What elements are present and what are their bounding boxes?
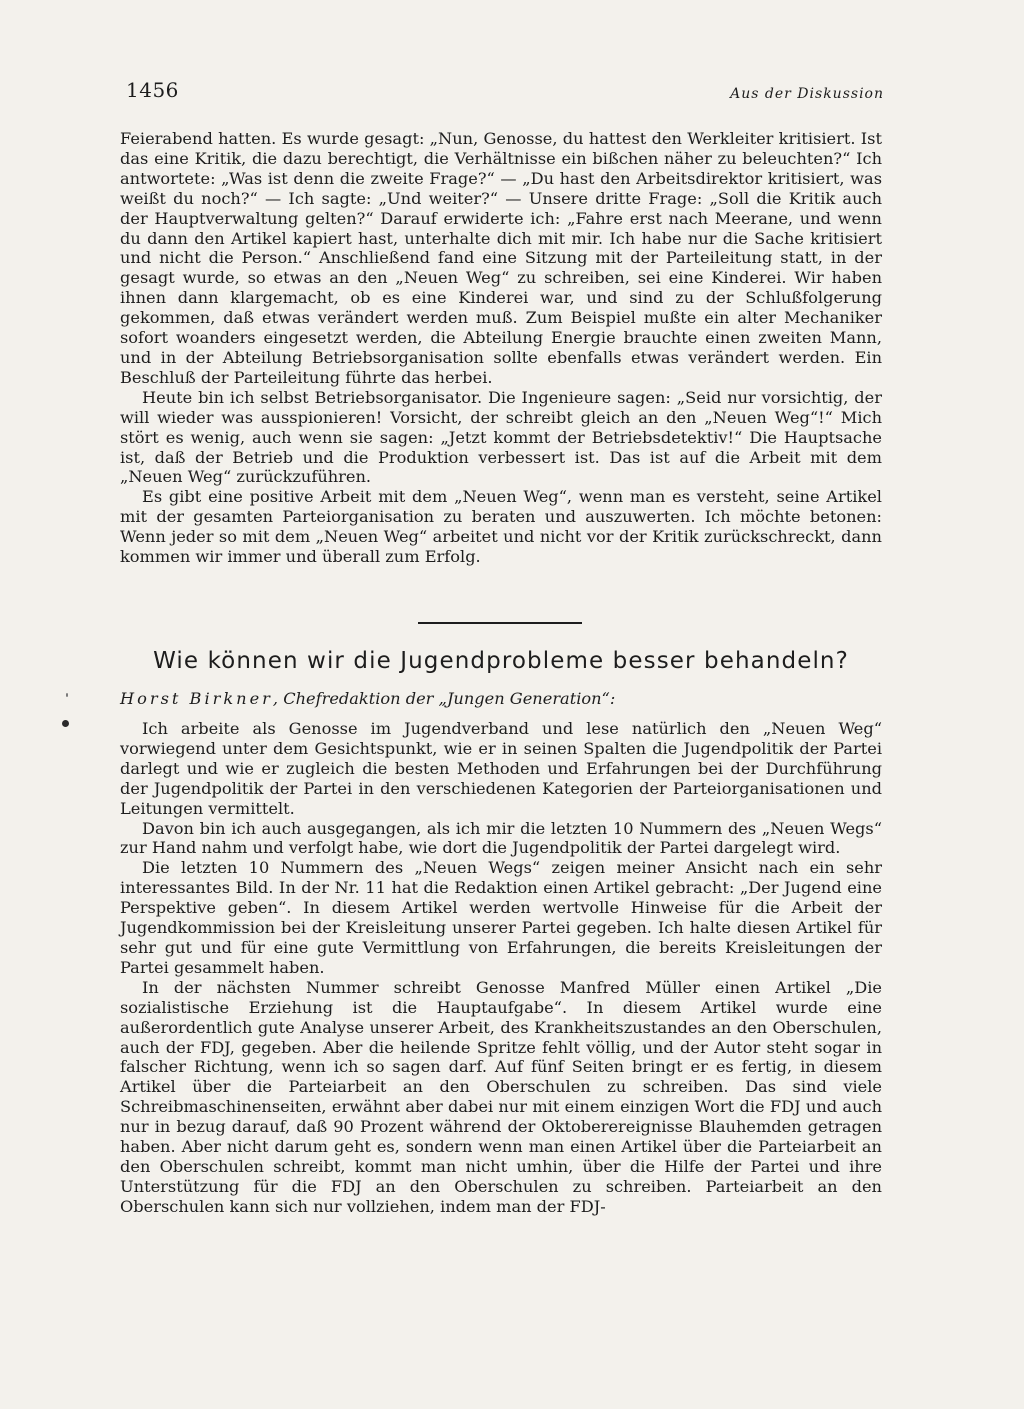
paragraph: Heute bin ich selbst Betriebsorganisator. Die Ingenieure sagen: „Seid nur vorsichtig, der will wieder was ausspionieren! Vorsicht, der schreibt gleich an den „Neuen Weg“!“ Mich stört es wenig, auch wenn sie sagen: „Jetzt kommt der Betriebsdetektiv!“ Die Hauptsache ist, daß der Betrieb und die Produktion verbessert ist. Das ist auf die Arbeit mit dem „Neuen Weg“ zurückzuführen. <box>120 387 882 487</box>
paragraph: Es gibt eine positive Arbeit mit dem „Neuen Weg“, wenn man es versteht, seine Artikel mit der gesamten Parteiorganisation zu beraten und auszuwerten. Ich möchte betonen: Wenn jeder so mit dem „Neuen Weg“ arbeitet und nicht vor der Kritik zurückschreckt, dann kommen wir immer und überall zum Erfolg. <box>120 487 882 567</box>
speaker-role: , Chefredaktion der „Jungen Generation“: <box>272 689 616 708</box>
discussion-text-continued <box>120 129 882 567</box>
speaker-name: Horst Birkner <box>120 689 273 708</box>
page-number: 1456 <box>126 78 179 102</box>
paragraph: Feierabend hatten. Es wurde gesagt: „Nun, Genosse, du hattest den Werkleiter kritisiert. Ist das eine Kritik, die dazu berechtigt, die Verhältnisse ein bißchen näher zu beleuchten?“ Ich antwortete: „Was ist denn die zweite Frage?“ — „Du hast den Arbeitsdirektor kritisiert, was weißt du noch?“ — Ich sagte: „Und weiter?“ — Unsere dritte Frage: „Soll die Kritik auch der Hauptverwaltung gelten?“ Darauf erwiderte ich: „Fahre erst nach Meerane, und wenn du dann den Artikel kapiert hast, unterhalte dich mit mir. Ich habe nur die Sache kritisiert und nicht die Person.“ Anschließend fand eine Sitzung mit der Parteileitung statt, in der gesagt wurde, so etwas an den „Neuen Weg“ zu schreiben, sei eine Kinderei. Wir haben ihnen dann klargemacht, ob es eine Kinderei war, und sind zu der Schlußfolgerung gekommen, daß etwas verändert werden muß. Zum Beispiel mußte ein alter Mechaniker sofort woanders eingesetzt werden, die Abteilung Energie brauchte einen zweiten Mann, und in der Abteilung Betriebsorganisation sollte ebenfalls etwas verändert werden. Ein Beschluß der Parteileitung führte das herbei. <box>120 129 882 387</box>
section-divider <box>418 622 582 624</box>
paragraph: Ich arbeite als Genosse im Jugendverband und lese natürlich den „Neuen Weg“ vorwiegend unter dem Gesichtspunkt, wie er in seinen Spalten die Jugendpolitik der Partei darlegt und wie er zugleich die besten Methoden und Erfahrungen bei der Durchführung der Jugendpolitik der Partei in den verschiedenen Kategorien der Parteiorganisationen und Leitungen vermittelt. <box>120 719 882 818</box>
paragraph: Die letzten 10 Nummern des „Neuen Wegs“ zeigen meiner Ansicht nach ein sehr interessantes Bild. In der Nr. 11 hat die Redaktion einen Artikel gebracht: „Der Jugend eine Perspektive geben“. In diesem Artikel werden wertvolle Hinweise für die Arbeit der Jugendkommission bei der Kreisleitung unserer Partei gegeben. Ich halte diesen Artikel für sehr gut und für eine gute Vermittlung von Erfahrungen, die bereits Kreisleitungen der Partei gesammelt haben. <box>120 858 882 977</box>
section-heading: Wie können wir die Jugendprobleme besser behandeln? <box>153 648 849 674</box>
paragraph: In der nächsten Nummer schreibt Genosse Manfred Müller einen Artikel „Die sozialistische Erziehung ist die Hauptaufgabe“. In diesem Artikel wurde eine außerordentlich gute Analyse unserer Arbeit, des Krankheitszustandes an den Oberschulen, auch der FDJ, gegeben. Aber die heilende Spritze fehlt völlig, und der Autor steht sogar in falscher Richtung, wenn ich so sagen darf. Auf fünf Seiten bringt er es fertig, in diesem Artikel über die Parteiarbeit an den Oberschulen zu schreiben. Das sind viele Schreibmaschinenseiten, erwähnt aber dabei nur mit einem einzigen Wort die FDJ und auch nur in bezug darauf, daß 90 Prozent während der Oktoberereignisse Blauhemden getragen haben. Aber nicht darum geht es, sondern wenn man einen Artikel über die Parteiarbeit an den Oberschulen schreibt, kommt man nicht umhin, über die Hilfe der Partei und ihre Unterstützung für die FDJ an den Oberschulen zu schreiben. Parteiarbeit an den Oberschulen kann sich nur vollziehen, indem man der FDJ- <box>120 977 882 1216</box>
print-speck <box>66 693 68 697</box>
print-speck <box>62 720 69 727</box>
paragraph: Davon bin ich auch ausgegangen, als ich mir die letzten 10 Nummern des „Neuen Wegs“ zur Hand nahm und verfolgt habe, wie dort die Jugendpolitik der Partei dargelegt wird. <box>120 818 882 858</box>
page-header <box>126 78 884 108</box>
speaker-line <box>120 689 882 708</box>
running-head: Aus der Diskussion <box>730 86 884 102</box>
speech-text <box>120 719 882 1217</box>
